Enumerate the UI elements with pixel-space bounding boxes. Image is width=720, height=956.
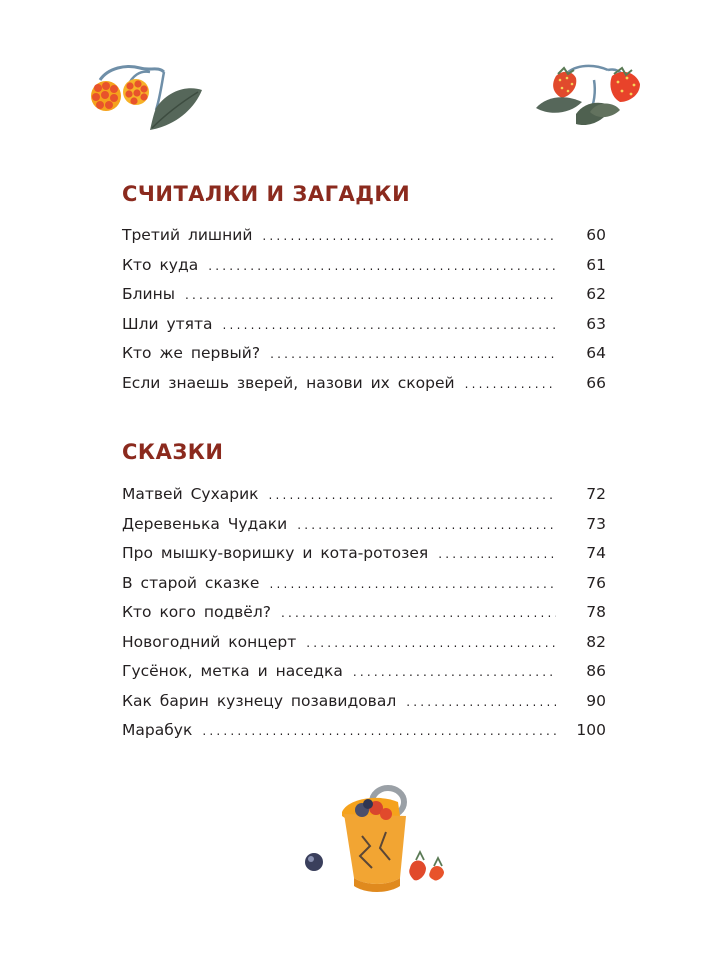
toc-entry-page: 86 <box>586 662 606 680</box>
strawberry-illustration <box>532 58 652 138</box>
raspberry-illustration <box>78 58 208 136</box>
toc-entry[interactable] <box>122 692 606 722</box>
dot-leader <box>406 695 556 709</box>
toc-entry[interactable] <box>122 662 606 692</box>
toc-entry[interactable] <box>122 603 606 633</box>
dot-leader <box>269 488 556 502</box>
section-title-counting-rhymes: СЧИТАЛКИ И ЗАГАДКИ <box>122 182 411 206</box>
dot-leader <box>353 665 556 679</box>
toc-entry-page: 61 <box>586 255 606 274</box>
toc-entry-title: Кто куда <box>122 255 199 274</box>
toc-entry-page: 60 <box>586 226 606 244</box>
toc-entry-page: 100 <box>576 721 606 739</box>
toc-entry[interactable] <box>122 544 606 574</box>
toc-entry[interactable] <box>122 485 606 515</box>
toc-entry[interactable] <box>122 256 606 286</box>
toc-entry-title: Как барин кузнецу позавидовал <box>122 691 397 710</box>
toc-entry[interactable] <box>122 344 606 374</box>
berry-basket-illustration <box>296 776 466 896</box>
toc-entry-page: 62 <box>586 285 606 303</box>
toc-entry[interactable] <box>122 633 606 663</box>
dot-leader <box>438 547 556 561</box>
dot-leader <box>465 377 556 391</box>
dot-leader <box>185 288 556 302</box>
toc-entry[interactable] <box>122 226 606 256</box>
dot-leader <box>306 636 556 650</box>
toc-entry-title: Новогодний концерт <box>122 632 297 651</box>
toc-entry[interactable] <box>122 515 606 545</box>
toc-entry-title: Матвей Сухарик <box>122 485 259 503</box>
toc-entry[interactable] <box>122 574 606 604</box>
toc-entry-page: 72 <box>586 485 606 503</box>
toc-entry-title: Про мышку-воришку и кота-ротозея <box>122 544 429 562</box>
dot-leader <box>223 318 556 332</box>
toc-entry-title: Гусёнок, метка и наседка <box>122 662 343 680</box>
toc-entry[interactable] <box>122 315 606 345</box>
toc-entry-title: Шли утята <box>122 314 213 333</box>
toc-entry-title: Если знаешь зверей, назови их скорей <box>122 373 455 392</box>
toc-entry-page: 82 <box>586 632 606 651</box>
toc-entry[interactable] <box>122 721 606 751</box>
toc-entry-title: Кто кого подвёл? <box>122 603 271 621</box>
dot-leader <box>202 724 556 738</box>
dot-leader <box>208 259 556 273</box>
toc-entry-page: 64 <box>586 344 606 362</box>
toc-entry-title: Марабук <box>122 721 193 739</box>
toc-entry-page: 78 <box>586 603 606 621</box>
toc-entry-page: 74 <box>586 544 606 562</box>
dot-leader <box>270 347 556 361</box>
toc-entry-title: Третий лишний <box>122 226 253 244</box>
dot-leader <box>262 229 556 243</box>
toc-entry-page: 63 <box>586 314 606 333</box>
toc-entry-page: 90 <box>586 691 606 710</box>
toc-entry-page: 73 <box>586 514 606 533</box>
dot-leader <box>297 518 556 532</box>
toc-entry-title: В старой сказке <box>122 573 260 592</box>
toc-entry-page: 76 <box>586 573 606 592</box>
toc-entry-title: Кто же первый? <box>122 344 261 362</box>
toc-list-counting-rhymes <box>122 226 606 403</box>
toc-entry-title: Блины <box>122 285 175 303</box>
section-title-fairy-tales: СКАЗКИ <box>122 440 224 464</box>
toc-list-fairy-tales <box>122 485 606 751</box>
toc-entry-title: Деревенька Чудаки <box>122 514 288 533</box>
toc-entry-page: 66 <box>586 373 606 392</box>
dot-leader <box>281 606 556 620</box>
toc-entry[interactable] <box>122 374 606 404</box>
toc-entry[interactable] <box>122 285 606 315</box>
dot-leader <box>269 577 556 591</box>
